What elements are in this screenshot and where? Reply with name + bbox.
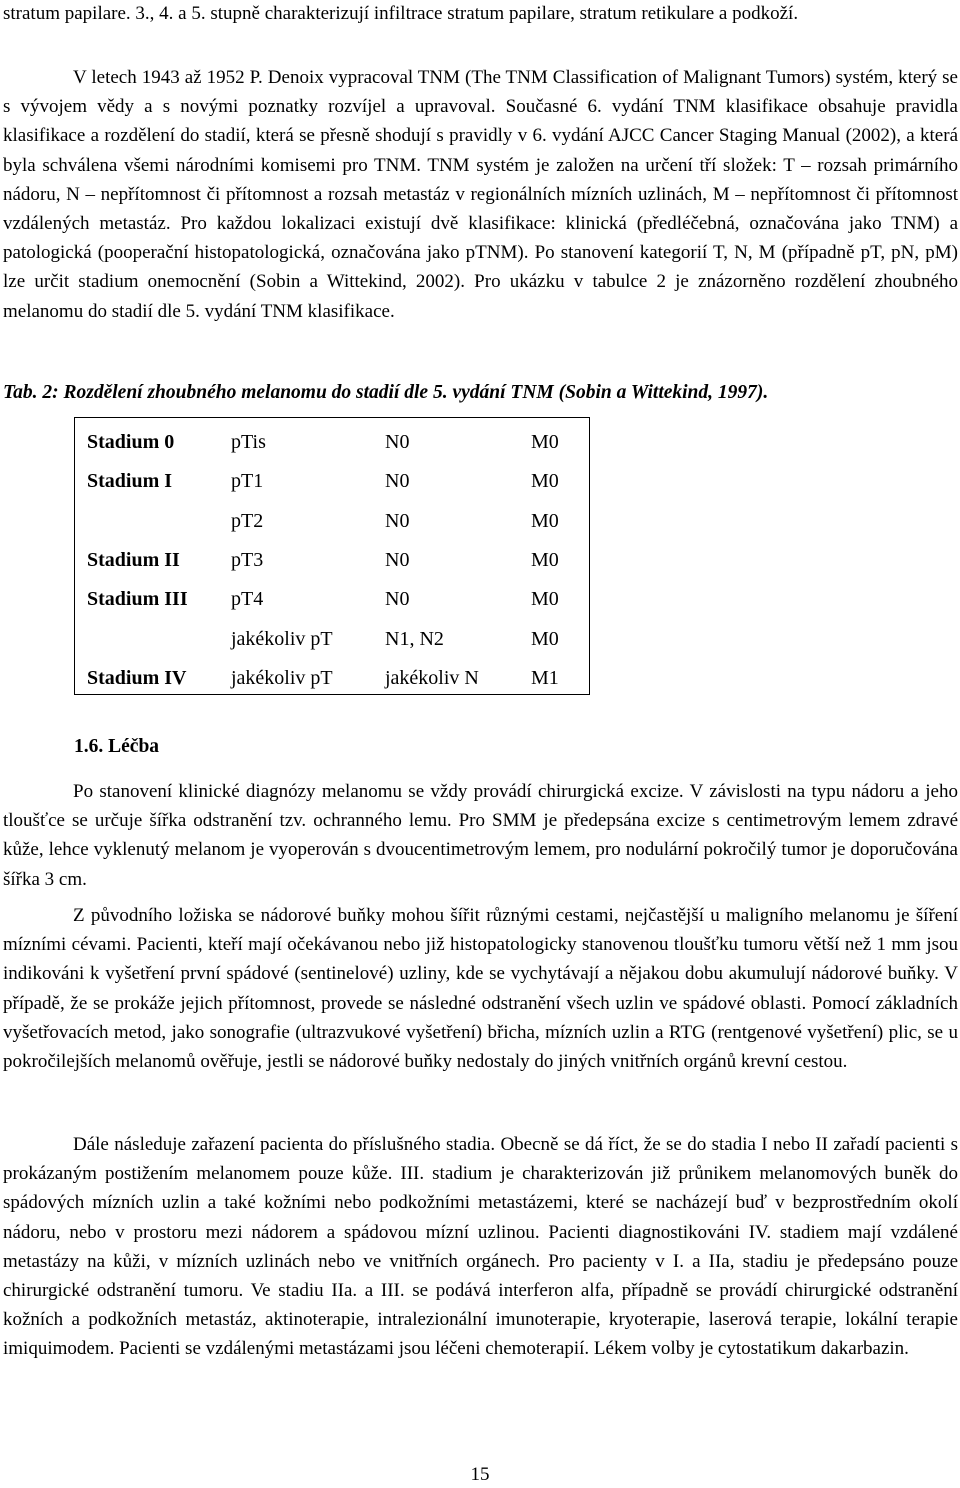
- table-row: [87, 462, 571, 501]
- paragraph-spread: Z původního ložiska se nádorové buňky mohou šířit různými cestami, nejčastější u maligního melanomu je šíření mízními cévami. Pacienti, kteří mají očekávanou nebo již histopatologicky stanovenou tloušťku tumoru větší než 1 mm jsou indikováni k vyšetření první spádové (sentinelové) uzliny, kde se vychytávají a nějakou dobu akumulují nádorové buňky. V případě, že se prokáže jejich přítomnost, provede se následné odstranění všech uzlin ve spádové oblasti. Pomocí základních vyšetřovacích metod, jako sonografie (ultrazvukové vyšetření) břicha, mízních uzlin a RTG (rentgenové vyšetření) plic, se u pokročilejších melanomů ověřuje, jestli se nádorové buňky nedostaly do jiných vnitřních orgánů krevní cestou.: [3, 905, 958, 1073]
- t-cell: pTis: [231, 431, 266, 454]
- n-cell: N0: [385, 509, 410, 532]
- paragraph-excision: Po stanovení klinické diagnózy melanomu se vždy provádí chirurgická excize. V závislosti na typu nádoru a jeho tloušťce se určuje šířka odstranění tzv. ochranného lemu. Pro SMM je předepsána excize s centimetrovým lemem zdravé kůže, lehce vyklenutý melanom je vyoperován s dvoucentimetrovým lemem, pro nodulární pokročilý tumor je doporučována šířka 3 cm.: [3, 781, 958, 890]
- n-cell: N0: [385, 431, 410, 454]
- m-cell: M1: [531, 666, 559, 689]
- n-cell: jakékoliv N: [385, 666, 479, 689]
- section-heading: 1.6. Léčba: [74, 736, 160, 757]
- n-cell: N0: [385, 588, 410, 611]
- table-row: [87, 580, 571, 619]
- table-row: [87, 659, 571, 698]
- m-cell: M0: [531, 470, 559, 493]
- stage-cell: [87, 619, 231, 658]
- m-cell: M0: [531, 509, 559, 532]
- paragraph-intro-fragment: stratum papilare. 3., 4. a 5. stupně charakterizují infiltrace stratum papilare, stratum retikulare a podkoží.: [3, 3, 799, 24]
- t-cell: pT3: [231, 549, 264, 572]
- paragraph-tnm-history: V letech 1943 až 1952 P. Denoix vypracoval TNM (The TNM Classification of Malignant Tumors) systém, který se s vývojem vědy a s novými poznatky rozvíjel a upravoval. Současné 6. vydání TNM klasifikace obsahuje pravidla klasifikace a rozdělení do stadií, která se přesně shodují s pravidly v 6. vydání AJCC Cancer Staging Manual (2002), a která byla schválena všemi národními komisemi pro TNM. TNM systém je založen na určení tří složek: T – rozsah primárního nádoru, N – nepřítomnost či přítomnost a rozsah metastáz v regionálních mízních uzlinách, M – nepřítomnost či přítomnost vzdálených metastáz. Pro každou lokalizaci existují dvě klasifikace: klinická (předléčebná, označována jako TNM) a patologická (pooperační histopatologická, označována jako pTNM). Po stanovení kategorií T, N, M (případně pT, pN, pM) lze určit stadium onemocnění (Sobin a Wittekind, 2002). Pro ukázku v tabulce 2 je znázorněno rozdělení zhoubného melanomu do stadií dle 5. vydání TNM klasifikace.: [3, 67, 958, 322]
- table-row: [87, 502, 571, 541]
- stage-cell: Stadium 0: [87, 431, 175, 454]
- n-cell: N0: [385, 470, 410, 493]
- t-cell: pT2: [231, 509, 264, 532]
- stage-cell: [87, 502, 231, 541]
- table-row: [87, 541, 571, 580]
- m-cell: M0: [531, 431, 559, 454]
- n-cell: N1, N2: [385, 627, 444, 650]
- stage-cell: Stadium IV: [87, 666, 187, 689]
- stage-table: [74, 417, 590, 695]
- t-cell: pT4: [231, 588, 264, 611]
- table-caption: Tab. 2: Rozdělení zhoubného melanomu do stadií dle 5. vydání TNM (Sobin a Wittekind, 1997).: [3, 382, 769, 403]
- m-cell: M0: [531, 549, 559, 572]
- page-number: 15: [470, 1464, 490, 1485]
- t-cell: jakékoliv pT: [231, 666, 333, 689]
- n-cell: N0: [385, 549, 410, 572]
- t-cell: jakékoliv pT: [231, 627, 333, 650]
- table-row: [87, 619, 571, 658]
- t-cell: pT1: [231, 470, 264, 493]
- m-cell: M0: [531, 588, 559, 611]
- table-row: [87, 423, 571, 462]
- stage-cell: Stadium I: [87, 470, 173, 493]
- stage-cell: Stadium III: [87, 588, 188, 611]
- stage-cell: Stadium II: [87, 549, 180, 572]
- paragraph-staging-therapy: Dále následuje zařazení pacienta do příslušného stadia. Obecně se dá říct, že se do stadia I nebo II zařadí pacienti s prokázaným postižením melanomem pouze kůže. III. stadium je charakterizován již průnikem melanomových buněk do spádových mízních uzlin a také kožními nebo podkožními metastázemi, které se nacházejí buď v bezprostředním okolí nádoru, nebo v prostoru mezi nádorem a spádovou mízní uzlinou. Pacienti diagnostikováni IV. stadiem mají vzdálené metastázy na kůži, v mízních uzlinách nebo ve vnitřních orgánech. Pro pacienty v I. a IIa, stadiu je předepsáno pouze chirurgické odstranění tumoru. Ve stadiu IIa. a III. se podává interferon alfa, případně se provádí chirurgické odstranění kožních a podkožních metastáz, aktinoterapie, intralezionální imunoterapie, kryoterapie, laserová terapie, lokální terapie imiquimodem. Pacienti se vzdálenými metastázami jsou léčeni chemoterapií. Lékem volby je cytostatikum dakarbazin.: [3, 1134, 958, 1360]
- m-cell: M0: [531, 627, 559, 650]
